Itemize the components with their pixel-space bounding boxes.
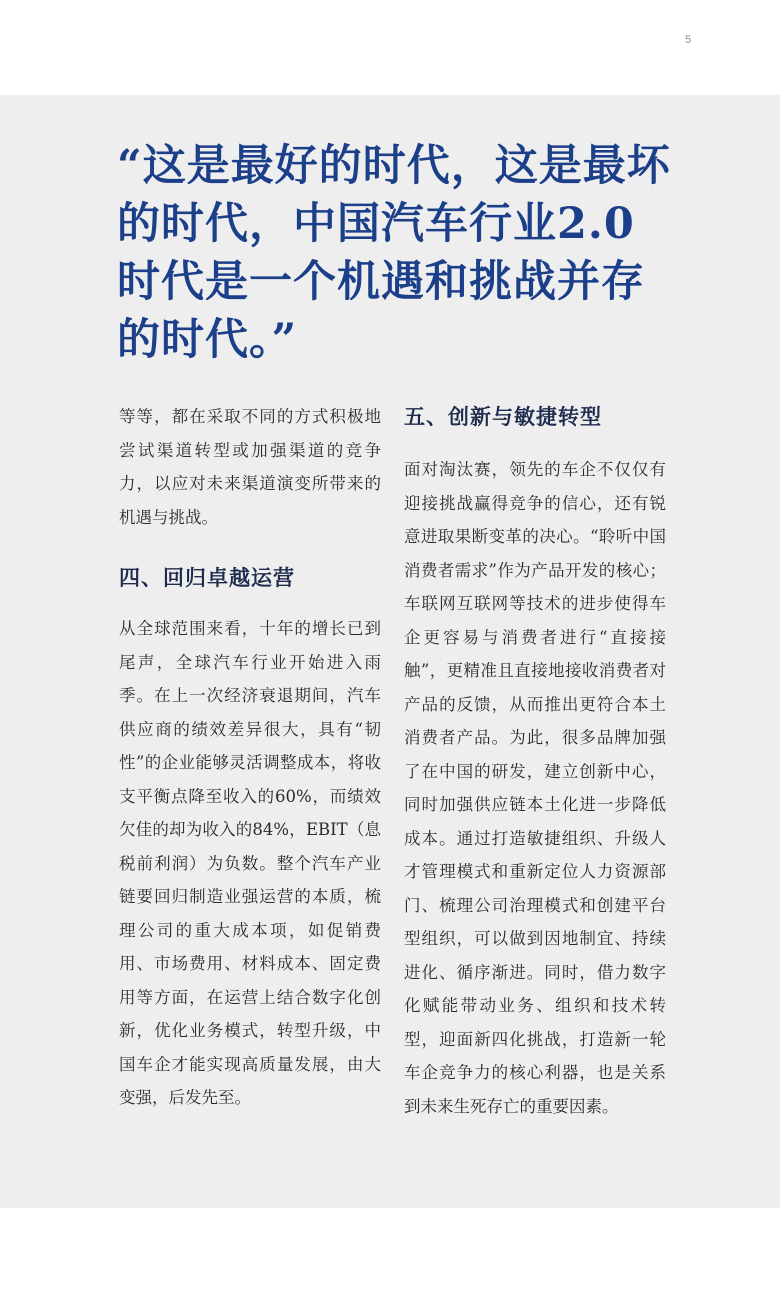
intro-paragraph: 等等，都在采取不同的方式积极地尝试渠道转型或加强渠道的竞争力，以应对未来渠道演变所带来的机遇与挑战。	[119, 407, 381, 527]
section-heading-innovation: 五、创新与敏捷转型	[404, 404, 602, 429]
section-paragraph-innovation: 面对淘汰赛，领先的车企不仅仅有迎接挑战赢得竞争的信心，还有锐意进取果断变革的决心。“聆听中国消费者需求”作为产品开发的核心；车联网互联网等技术的进步使得车企更容易与消费者进行“直接接触”，更精准且直接地接收消费者对产品的反馈，从而推出更符合本土消费者产品。为此，很多品牌加强了在中国的研发，建立创新中心，同时加强供应链本土化进一步降低成本。通过打造敏捷组织、升级人才管理模式和重新定位人力资源部门、梳理公司治理模式和创建平台型组织，可以做到因地制宜、持续进化、循序渐进。同时，借力数字化赋能带动业务、组织和技术转型，迎面新四化挑战，打造新一轮车企竞争力的核心利器，也是关系到未来生死存亡的重要因素。	[404, 460, 666, 1116]
section-paragraph-operations: 从全球范围来看，十年的增长已到尾声，全球汽车行业开始进入雨季。在上一次经济衰退期间，汽车供应商的绩效差异很大，具有“韧性”的企业能够灵活调整成本，将收支平衡点降至收入的60%，而绩效欠佳的却为收入的84%，EBIT（息税前利润）为负数。整个汽车产业链要回归制造业强运营的本质，梳理公司的重大成本项，如促销费用、市场费用、材料成本、固定费用等方面，在运营上结合数字化创新，优化业务模式，转型升级，中国车企才能实现高质量发展，由大变强，后发先至。	[119, 619, 381, 1107]
left-column	[119, 400, 381, 1115]
pull-quote: “这是最好的时代，这是最坏的时代，中国汽车行业2.0时代是一个机遇和挑战并存的时代。”	[117, 141, 671, 365]
page-number: 5	[685, 34, 692, 46]
right-column	[404, 400, 666, 1123]
section-heading-operations: 四、回归卓越运营	[119, 565, 295, 590]
